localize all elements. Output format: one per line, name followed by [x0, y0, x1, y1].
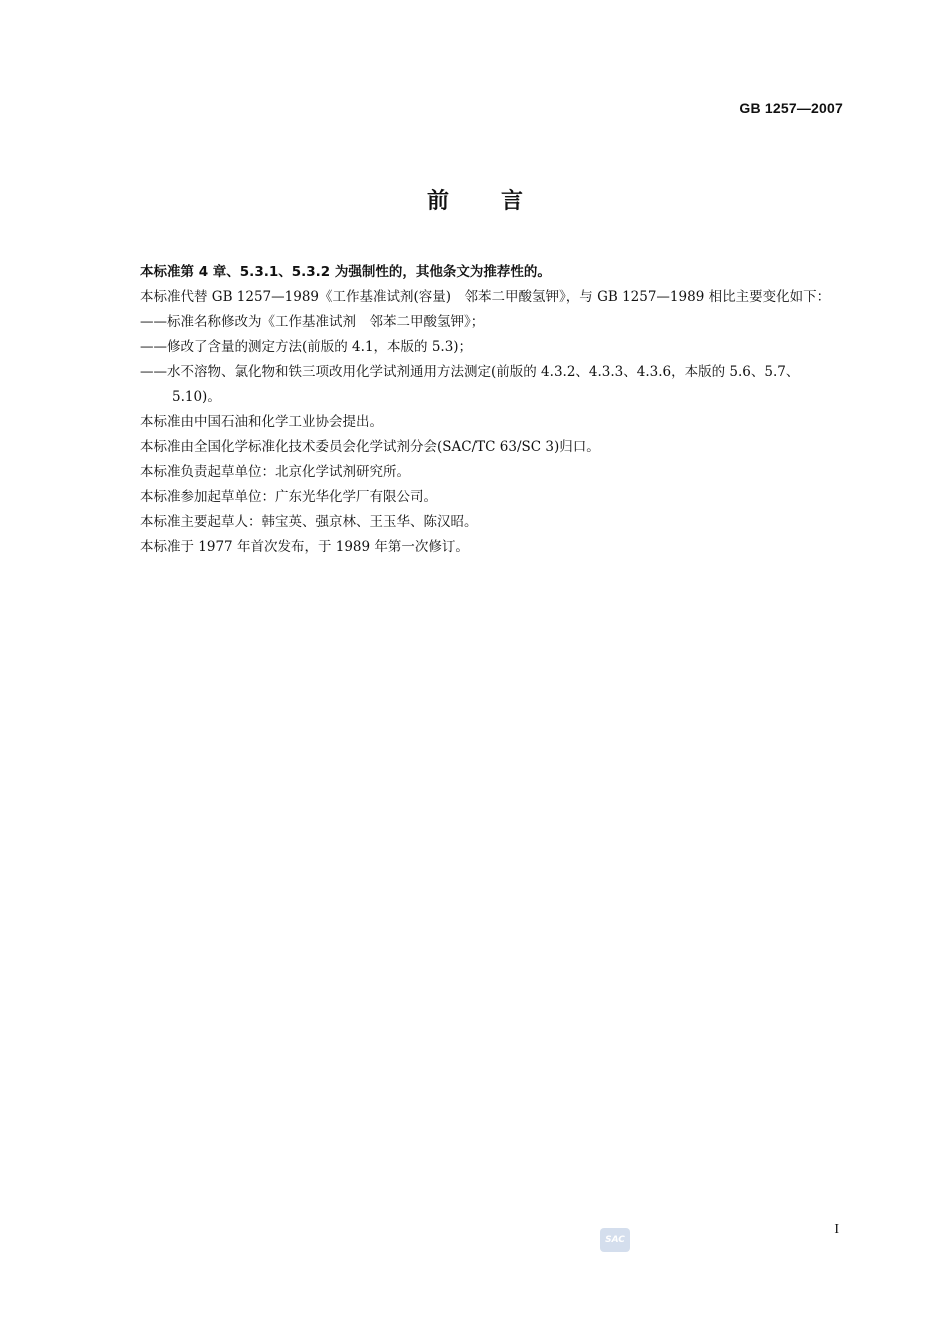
foreword-body: [108, 260, 844, 560]
mandatory-clause-paragraph: 本标准第 4 章、5.3.1、5.3.2 为强制性的，其他条文为推荐性的。: [140, 264, 551, 280]
standard-number: GB 1257—2007: [739, 100, 843, 116]
change-item-1: ——标准名称修改为《工作基准试剂 邻苯二甲酸氢钾》；: [140, 314, 485, 330]
page-number: I: [834, 1222, 839, 1237]
history-paragraph: 本标准于 1977 年首次发布，于 1989 年第一次修订。: [140, 539, 469, 555]
lead-drafter-unit-paragraph: 本标准负责起草单位：北京化学试剂研究所。: [140, 464, 410, 480]
participating-unit-paragraph: 本标准参加起草单位：广东光华化学厂有限公司。: [140, 489, 437, 505]
change-item-2: ——修改了含量的测定方法(前版的 4.1，本版的 5.3)；: [140, 339, 473, 355]
page-title: 前言: [426, 189, 575, 214]
change-item-3: ——水不溶物、氯化物和铁三项改用化学试剂通用方法测定(前版的 4.3.2、4.3.3、4.3.6，本版的 5.6、5.7、5.10)。: [140, 364, 800, 405]
replaces-paragraph: 本标准代替 GB 1257—1989《工作基准试剂(容量) 邻苯二甲酸氢钾》，与 GB 1257—1989 相比主要变化如下：: [140, 289, 831, 305]
sac-logo-icon: SAC: [600, 1228, 630, 1252]
custodian-paragraph: 本标准由全国化学标准化技术委员会化学试剂分会(SAC/TC 63/SC 3)归口。: [140, 439, 600, 455]
main-drafters-paragraph: 本标准主要起草人：韩宝英、强京林、王玉华、陈汉昭。: [140, 514, 478, 530]
proposer-paragraph: 本标准由中国石油和化学工业协会提出。: [140, 414, 383, 430]
